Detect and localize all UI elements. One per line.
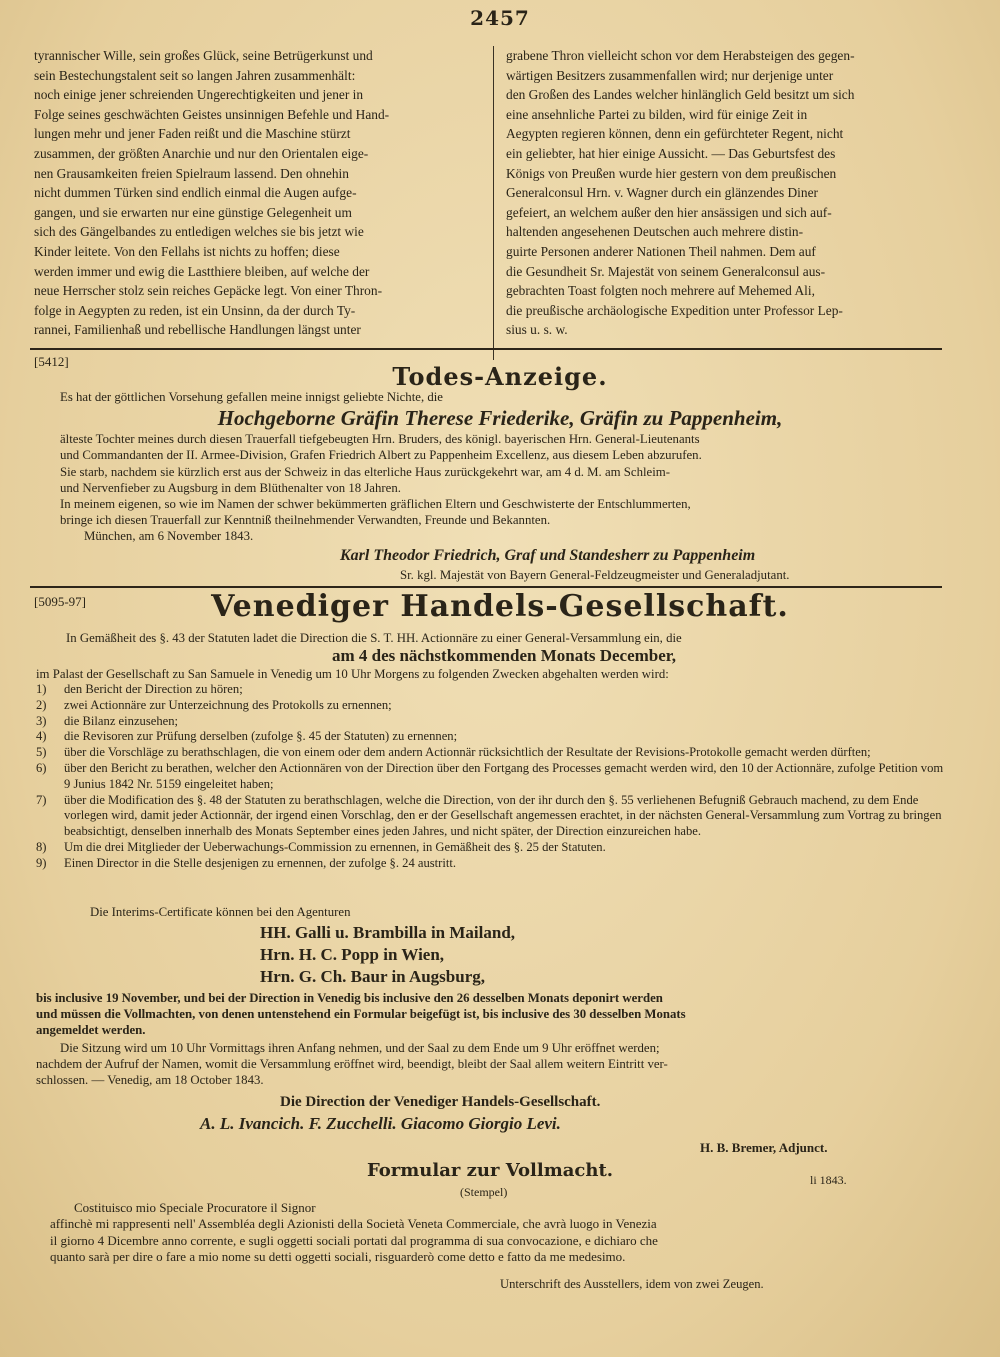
list-item [36, 793, 946, 840]
item-text: die Revisoren zur Prüfung derselben (zufolge §. 45 der Statuten) zu ernennen; [64, 729, 458, 744]
list-item [36, 761, 946, 793]
venetian-intro [66, 630, 942, 666]
intro-line: Es hat der göttlichen Vorsehung gefallen meine innigst geliebte Nichte, die [60, 390, 443, 404]
text-line: grabene Thron vielleicht schon vor dem Herabsteigen des gegen- [506, 48, 855, 63]
ad-number: [5095-97] [34, 594, 86, 609]
text-line: und müssen die Vollmachten, von denen untenstehend ein Formular beigefügt ist, bis inclusive des 30 desselben Monats [36, 1007, 686, 1022]
text-line: eine ansehnliche Partei zu bilden, wird für einige Zeit in [506, 106, 808, 122]
direction-signature: Die Direction der Venediger Handels-Gesellschaft. [280, 1094, 601, 1110]
place-line: im Palast der Gesellschaft zu San Samuele in Venedig um 10 Uhr Morgens zu folgenden Zwecken abgehalten werden wird: [36, 667, 669, 681]
text-line: angemeldet werden. [36, 1023, 146, 1038]
item-text: über den Bericht zu berathen, welcher den Actionnären von der Direction über den Fortgang des Processes gemacht werden wird, den 10 der Actionnäre, zufolge Petition vom 9 Junius 1842 Nr. 5159 eingeleitet haben; [64, 760, 944, 791]
formular-title: Formular zur Vollmacht. [366, 1160, 614, 1181]
item-text: über die Modification des §. 48 der Statuten zu berathschlagen, welche die Direction, von der ihr durch den §. 55 verliehenen Befugniß Gebrauch machend, zu dem Ende vorlegen wird, damit jeder Actionnär, der irgend einen Vorschlag, den er der Gesellschaft angemessen erachtet, in der nächsten General-Versammlung zum Vortrag zu bringen beabsichtigt, denselben innerhalb des Monats September eines jeden Jahres, und nicht später, der Direction einzureichen habe. [64, 792, 942, 839]
text-line: Aegypten regieren können, denn ein gefürchteter Regent, nicht [506, 126, 844, 142]
text-line: noch einige jener schreienden Ungerechtigkeiten und jener in [34, 87, 364, 103]
item-number: 9) [36, 855, 47, 870]
text-line: zusammen, der größten Anarchie und nur den Orientalen eige- [34, 145, 369, 161]
death-notice-body [60, 389, 940, 583]
text-line: sich des Gängelbandes zu entledigen welches sie bis jetzt wie [34, 224, 364, 240]
text-line: tyrannischer Wille, sein großes Glück, seine Betrügerkunst und [34, 48, 373, 63]
meeting-date: am 4 des nächstkommenden Monats December, [331, 646, 677, 666]
text-line: ein geliebter, hat hier einige Aussicht. — Das Geburtsfest des [506, 145, 836, 161]
text-line: folge in Aegypten zu reden, ist ein Unsinn, da der durch Ty- [34, 302, 356, 318]
deposit-text [36, 990, 946, 1039]
section-divider [30, 586, 942, 588]
list-item [36, 682, 946, 698]
item-text: zwei Actionnäre zur Unterzeichnung des Protokolls zu ernennen; [64, 697, 392, 712]
text-line: gebrachten Toast folgten noch mehrere auf Mehemed Ali, [506, 283, 815, 299]
item-number: 3) [36, 713, 47, 728]
item-number: 5) [36, 745, 47, 760]
left-column [34, 46, 482, 340]
text-line: haltenden angesehenen Deutschen auch mehrere distin- [506, 224, 804, 240]
signature: Karl Theodor Friedrich, Graf und Standesherr zu Pappenheim [340, 546, 756, 564]
list-item [36, 856, 946, 872]
item-number: 2) [36, 697, 47, 712]
text-line: nachdem der Aufruf der Namen, womit die Versammlung eröffnet wird, beendigt, bleibt der Saal allem weitern Eintritt ver- [36, 1057, 668, 1072]
column-divider [493, 46, 494, 360]
text-line: die Gesundheit Sr. Majestät von seinem Generalconsul aus- [506, 263, 826, 279]
ad-number: [5412] [34, 354, 69, 369]
text-line: Kinder leitete. Von den Fellahs ist nichts zu hoffen; diese [34, 243, 340, 259]
venetian-notice-title: Venediger Handels-Gesellschaft. [211, 589, 789, 624]
item-number: 1) [36, 682, 47, 696]
deceased-name: Hochgeborne Gräfin Therese Friederike, Gräfin zu Pappenheim, [217, 406, 783, 431]
agent-line: HH. Galli u. Brambilla in Mailand, [260, 923, 516, 942]
text-line: affinchè mi rappresenti nell' Assembléa degli Azionisti della Società Veneta Commerciale, che avrà luogo in Venezia [50, 1216, 657, 1232]
text-line: gangen, und sie erwarten nur eine günstige Gelegenheit um [34, 204, 352, 220]
list-item [36, 729, 946, 745]
text-line: neue Herrscher stolz sein reiches Gepäcke legt. Von einer Thron- [34, 283, 383, 299]
text-line: Die Sitzung wird um 10 Uhr Vormittags ihren Anfang nehmen, und der Saal zu dem Ende um 9 Uhr eröffnet werden; [60, 1041, 660, 1055]
text-line: nen Grausamkeiten freien Spielraum lassend. Den ohnehin [34, 165, 349, 181]
text-line: wärtigen Besitzers zusammenfallen wird; nur derjenige unter [506, 67, 834, 83]
date-fill: li 1843. [810, 1173, 847, 1187]
stamp-label: (Stempel) [460, 1185, 508, 1199]
text-line: bis inclusive 19 November, und bei der Direction in Venedig bis inclusive den 26 desselben Monats deponirt werden [36, 991, 663, 1005]
item-text: Einen Director in die Stelle desjenigen zu ernennen, der zufolge §. 24 austritt. [64, 855, 457, 870]
proxy-form-text [50, 1200, 940, 1266]
text-line: lungen mehr und jener Faden reißt und die Maschine stürzt [34, 126, 351, 142]
text-line: Sie starb, nachdem sie kürzlich erst aus der Schweiz in das elterliche Haus zurückgekehrt war, am 4 d. M. am Schleim- [60, 464, 670, 479]
text-line: Costituisco mio Speciale Procuratore il Signor [74, 1200, 316, 1215]
text-line: rannei, Familienhaß und rebellische Handlungen längst unter [34, 322, 361, 338]
agents-list [260, 922, 860, 988]
item-text: Um die drei Mitglieder der Ueberwachungs-Commission zu ernennen, in Gemäßheit des §. 25 der Statuten. [64, 839, 606, 854]
text-line: werden immer und ewig die Lastthiere bleiben, auf welche der [34, 263, 370, 279]
death-notice-title: Todes-Anzeige. [392, 362, 608, 391]
text-line: und Commandanten der II. Armee-Division, Grafen Friedrich Albert zu Pappenheim Excellenz, aus diesem Leben abzurufen. [60, 448, 702, 463]
item-number: 8) [36, 839, 47, 854]
list-item [36, 840, 946, 856]
list-item [36, 714, 946, 730]
signature-title: Sr. kgl. Majestät von Bayern General-Feldzeugmeister und Generaladjutant. [400, 567, 790, 582]
intro-line: In Gemäßheit des §. 43 der Statuten ladet die Direction die S. T. HH. Actionnäre zu einer General-Versammlung ein, die [66, 631, 682, 645]
text-line: älteste Tochter meines durch diesen Trauerfall tiefgebeugten Hrn. Bruders, des königl. bayerischen Hrn. General-Lieutenants [60, 432, 700, 447]
item-text: über die Vorschläge zu berathschlagen, die von einem oder dem andern Actionnär rücksichtlich der Resultate der Revisions-Protokolle gemacht werden dürften; [64, 745, 871, 760]
text-line: sius u. s. w. [506, 322, 568, 338]
text-line: In meinem eigenen, so wie im Namen der schwer bekümmerten gräflichen Eltern und Geschwisterte der Entschlummerten, [60, 497, 691, 512]
text-line: il giorno 4 Dicembre anno corrente, e sugli oggetti sociali portati dal programma di sua convocazione, e dichiaro che [50, 1232, 658, 1248]
directors: A. L. Ivancich. F. Zucchelli. Giacomo Giorgio Levi. [200, 1114, 561, 1133]
item-text: den Bericht der Direction zu hören; [64, 682, 243, 696]
right-column [506, 46, 944, 340]
item-text: die Bilanz einzusehen; [64, 713, 179, 728]
list-item [36, 745, 946, 761]
item-number: 4) [36, 729, 47, 744]
signature-line: Unterschrift des Ausstellers, idem von zwei Zeugen. [500, 1277, 764, 1291]
item-number: 6) [36, 760, 47, 775]
text-line: und Nervenfieber zu Augsburg in dem Blüthenalter von 18 Jahren. [60, 480, 401, 495]
list-item [36, 698, 946, 714]
text-line: Generalconsul Hrn. v. Wagner durch ein glänzendes Diner [506, 185, 818, 201]
adjunct: H. B. Bremer, Adjunct. [700, 1140, 828, 1155]
session-text [36, 1040, 946, 1089]
agent-line: Hrn. G. Ch. Baur in Augsburg, [260, 967, 486, 986]
agent-line: Hrn. H. C. Popp in Wien, [260, 945, 445, 964]
text-line: gefeiert, an welchem außer den hier ansässigen und sich auf- [506, 204, 832, 220]
text-line: sein Bestechungstalent seit so langen Jahren zusammenhält: [34, 67, 356, 83]
item-number: 7) [36, 792, 47, 807]
text-line: Folge seines geschwächten Geistes unsinnigen Befehle und Hand- [34, 106, 390, 122]
text-line: die preußische archäologische Expedition unter Professor Lep- [506, 302, 843, 318]
text-line: den Großen des Landes welcher hinlänglich Geld besitzt um sich [506, 87, 855, 103]
text-line: schlossen. — Venedig, am 18 October 1843. [36, 1073, 264, 1088]
section-divider [30, 348, 942, 350]
date-line: München, am 6 November 1843. [84, 529, 254, 544]
text-line: quanto sarà per dire o fare a mio nome su detti oggetti sociali, risguarderò come detto e fatto da me medesimo. [50, 1249, 626, 1265]
agenda-list [36, 682, 946, 872]
page-number: 2457 [470, 6, 530, 30]
text-line: Königs von Preußen wurde hier gestern von dem preußischen [506, 165, 837, 181]
text-line: guirte Personen anderer Nationen Theil nahmen. Dem auf [506, 243, 816, 259]
text-line: nicht dummen Türken sind endlich einmal die Augen aufge- [34, 185, 357, 201]
text-line: bringe ich diesen Trauerfall zur Kenntniß theilnehmender Verwandten, Freunde und Bekannten. [60, 513, 551, 528]
certificates-line: Die Interims-Certificate können bei den Agenturen [90, 905, 351, 919]
